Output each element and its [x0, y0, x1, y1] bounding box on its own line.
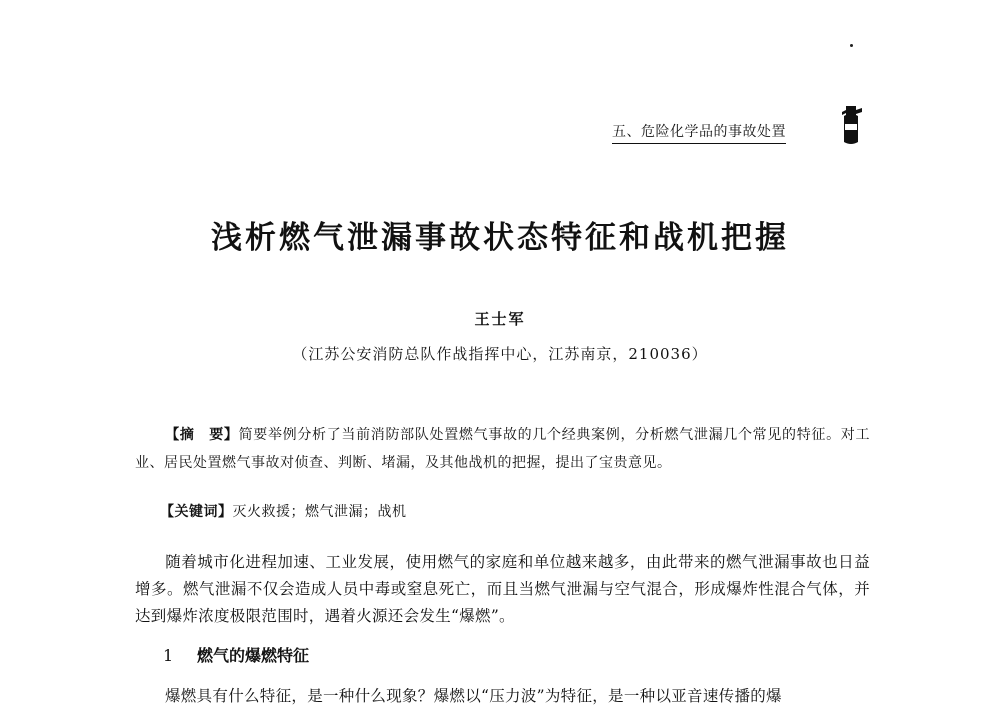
scan-speck	[850, 44, 853, 47]
paper-title: 浅析燃气泄漏事故状态特征和战机把握	[211, 220, 789, 256]
next-paragraph-partial	[135, 683, 870, 710]
intro-paragraph	[135, 549, 870, 630]
abstract-label: 【摘 要】	[165, 427, 239, 443]
section-number: 1	[163, 646, 174, 665]
author-name: 王士军	[474, 310, 526, 328]
section-heading	[163, 643, 309, 669]
section-title: 燃气的爆燃特征	[197, 646, 310, 665]
intro-paragraph-text: 随着城市化进程加速、工业发展，使用燃气的家庭和单位越来越多，由此带来的燃气泄漏事故也日益增多。燃气泄漏不仅会造成人员中毒或窒息死亡，而且当燃气泄漏与空气混合，形成爆炸性混合气体，并达到爆炸浓度极限范围时，遇着火源还会发生“爆燃”。	[135, 553, 870, 625]
abstract	[135, 421, 870, 477]
next-paragraph-text: 爆燃具有什么特征，是一种什么现象？爆燃以“压力波”为特征，是一种以亚音速传播的爆	[165, 687, 782, 705]
running-header: 五、危险化学品的事故处置	[612, 122, 786, 144]
fire-extinguisher-icon	[836, 102, 866, 148]
keywords-text: 灭火救援；燃气泄漏；战机	[232, 504, 407, 520]
author-affiliation: （江苏公安消防总队作战指挥中心，江苏南京，210036）	[292, 345, 708, 363]
keywords-label: 【关键词】	[160, 504, 233, 520]
keywords	[160, 499, 407, 525]
abstract-text: 简要举例分析了当前消防部队处置燃气事故的几个经典案例，分析燃气泄漏几个常见的特征。对工业、居民处置燃气事故对侦查、判断、堵漏，及其他战机的把握，提出了宝贵意见。	[135, 427, 870, 471]
